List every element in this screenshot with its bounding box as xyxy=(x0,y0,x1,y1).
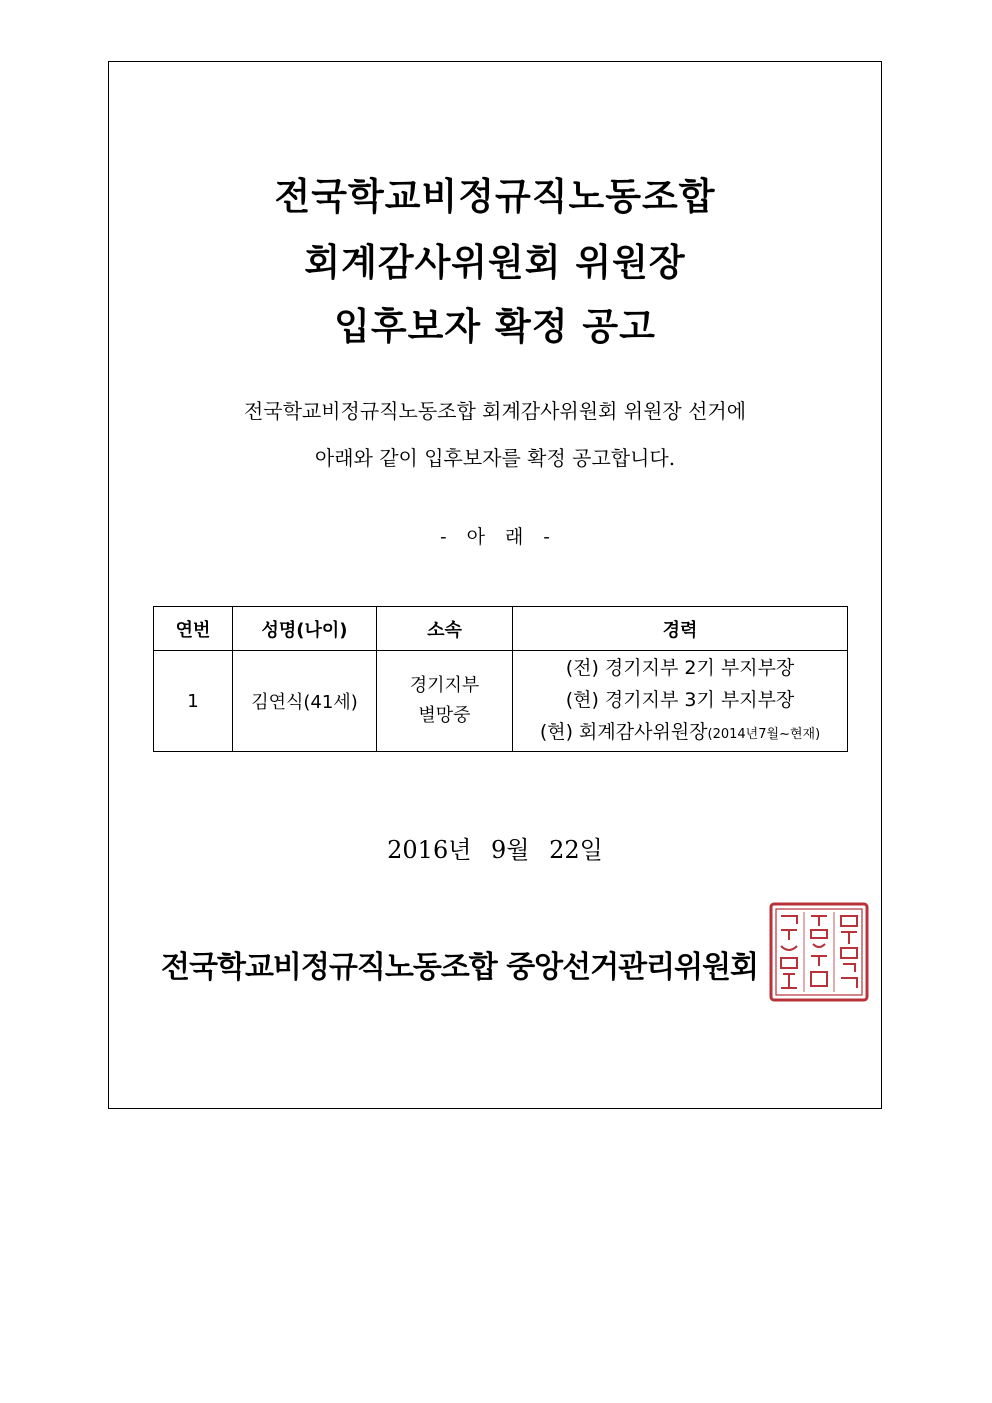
issuer-name: 전국학교비정규직노동조합 중앙선거관리위원회 xyxy=(161,950,759,985)
intro-line-2: 아래와 같이 입후보자를 확정 공고합니다. xyxy=(314,446,676,470)
cell-number: 1 xyxy=(154,651,233,752)
career-line-3-text: (현) 회계감사위원장 xyxy=(539,720,708,743)
table-row xyxy=(154,651,848,752)
cell-name-age: 김연식(41세) xyxy=(233,651,377,752)
cell-career xyxy=(513,651,848,752)
document-frame xyxy=(108,61,882,1109)
title-line-2: 회계감사위원회 위원장 xyxy=(304,241,686,284)
below-label: - 아 래 - xyxy=(440,526,550,548)
announcement-date: 2016년 9월 22일 xyxy=(387,836,603,864)
header-name-age: 성명(나이) xyxy=(233,607,377,651)
candidate-table xyxy=(153,606,848,752)
affiliation-line-1: 경기지부 xyxy=(409,675,480,696)
career-line-1: (전) 경기지부 2기 부지부장 xyxy=(565,656,795,679)
career-line-3-note: (2014년7월~현재) xyxy=(707,726,821,742)
header-number: 연번 xyxy=(154,607,233,651)
header-affiliation: 소속 xyxy=(377,607,513,651)
affiliation-line-2: 별망중 xyxy=(418,705,471,726)
table-header-row xyxy=(154,607,848,651)
header-career: 경력 xyxy=(513,607,848,651)
intro-line-1: 전국학교비정규직노동조합 회계감사위원회 위원장 선거에 xyxy=(243,399,747,423)
career-line-3 xyxy=(513,716,847,751)
title-line-1: 전국학교비정규직노동조합 xyxy=(274,175,716,218)
career-line-2: (현) 경기지부 3기 부지부장 xyxy=(565,688,795,711)
title-line-3: 입후보자 확정 공고 xyxy=(334,305,656,348)
cell-affiliation xyxy=(377,651,513,752)
official-seal-icon xyxy=(769,902,869,1002)
